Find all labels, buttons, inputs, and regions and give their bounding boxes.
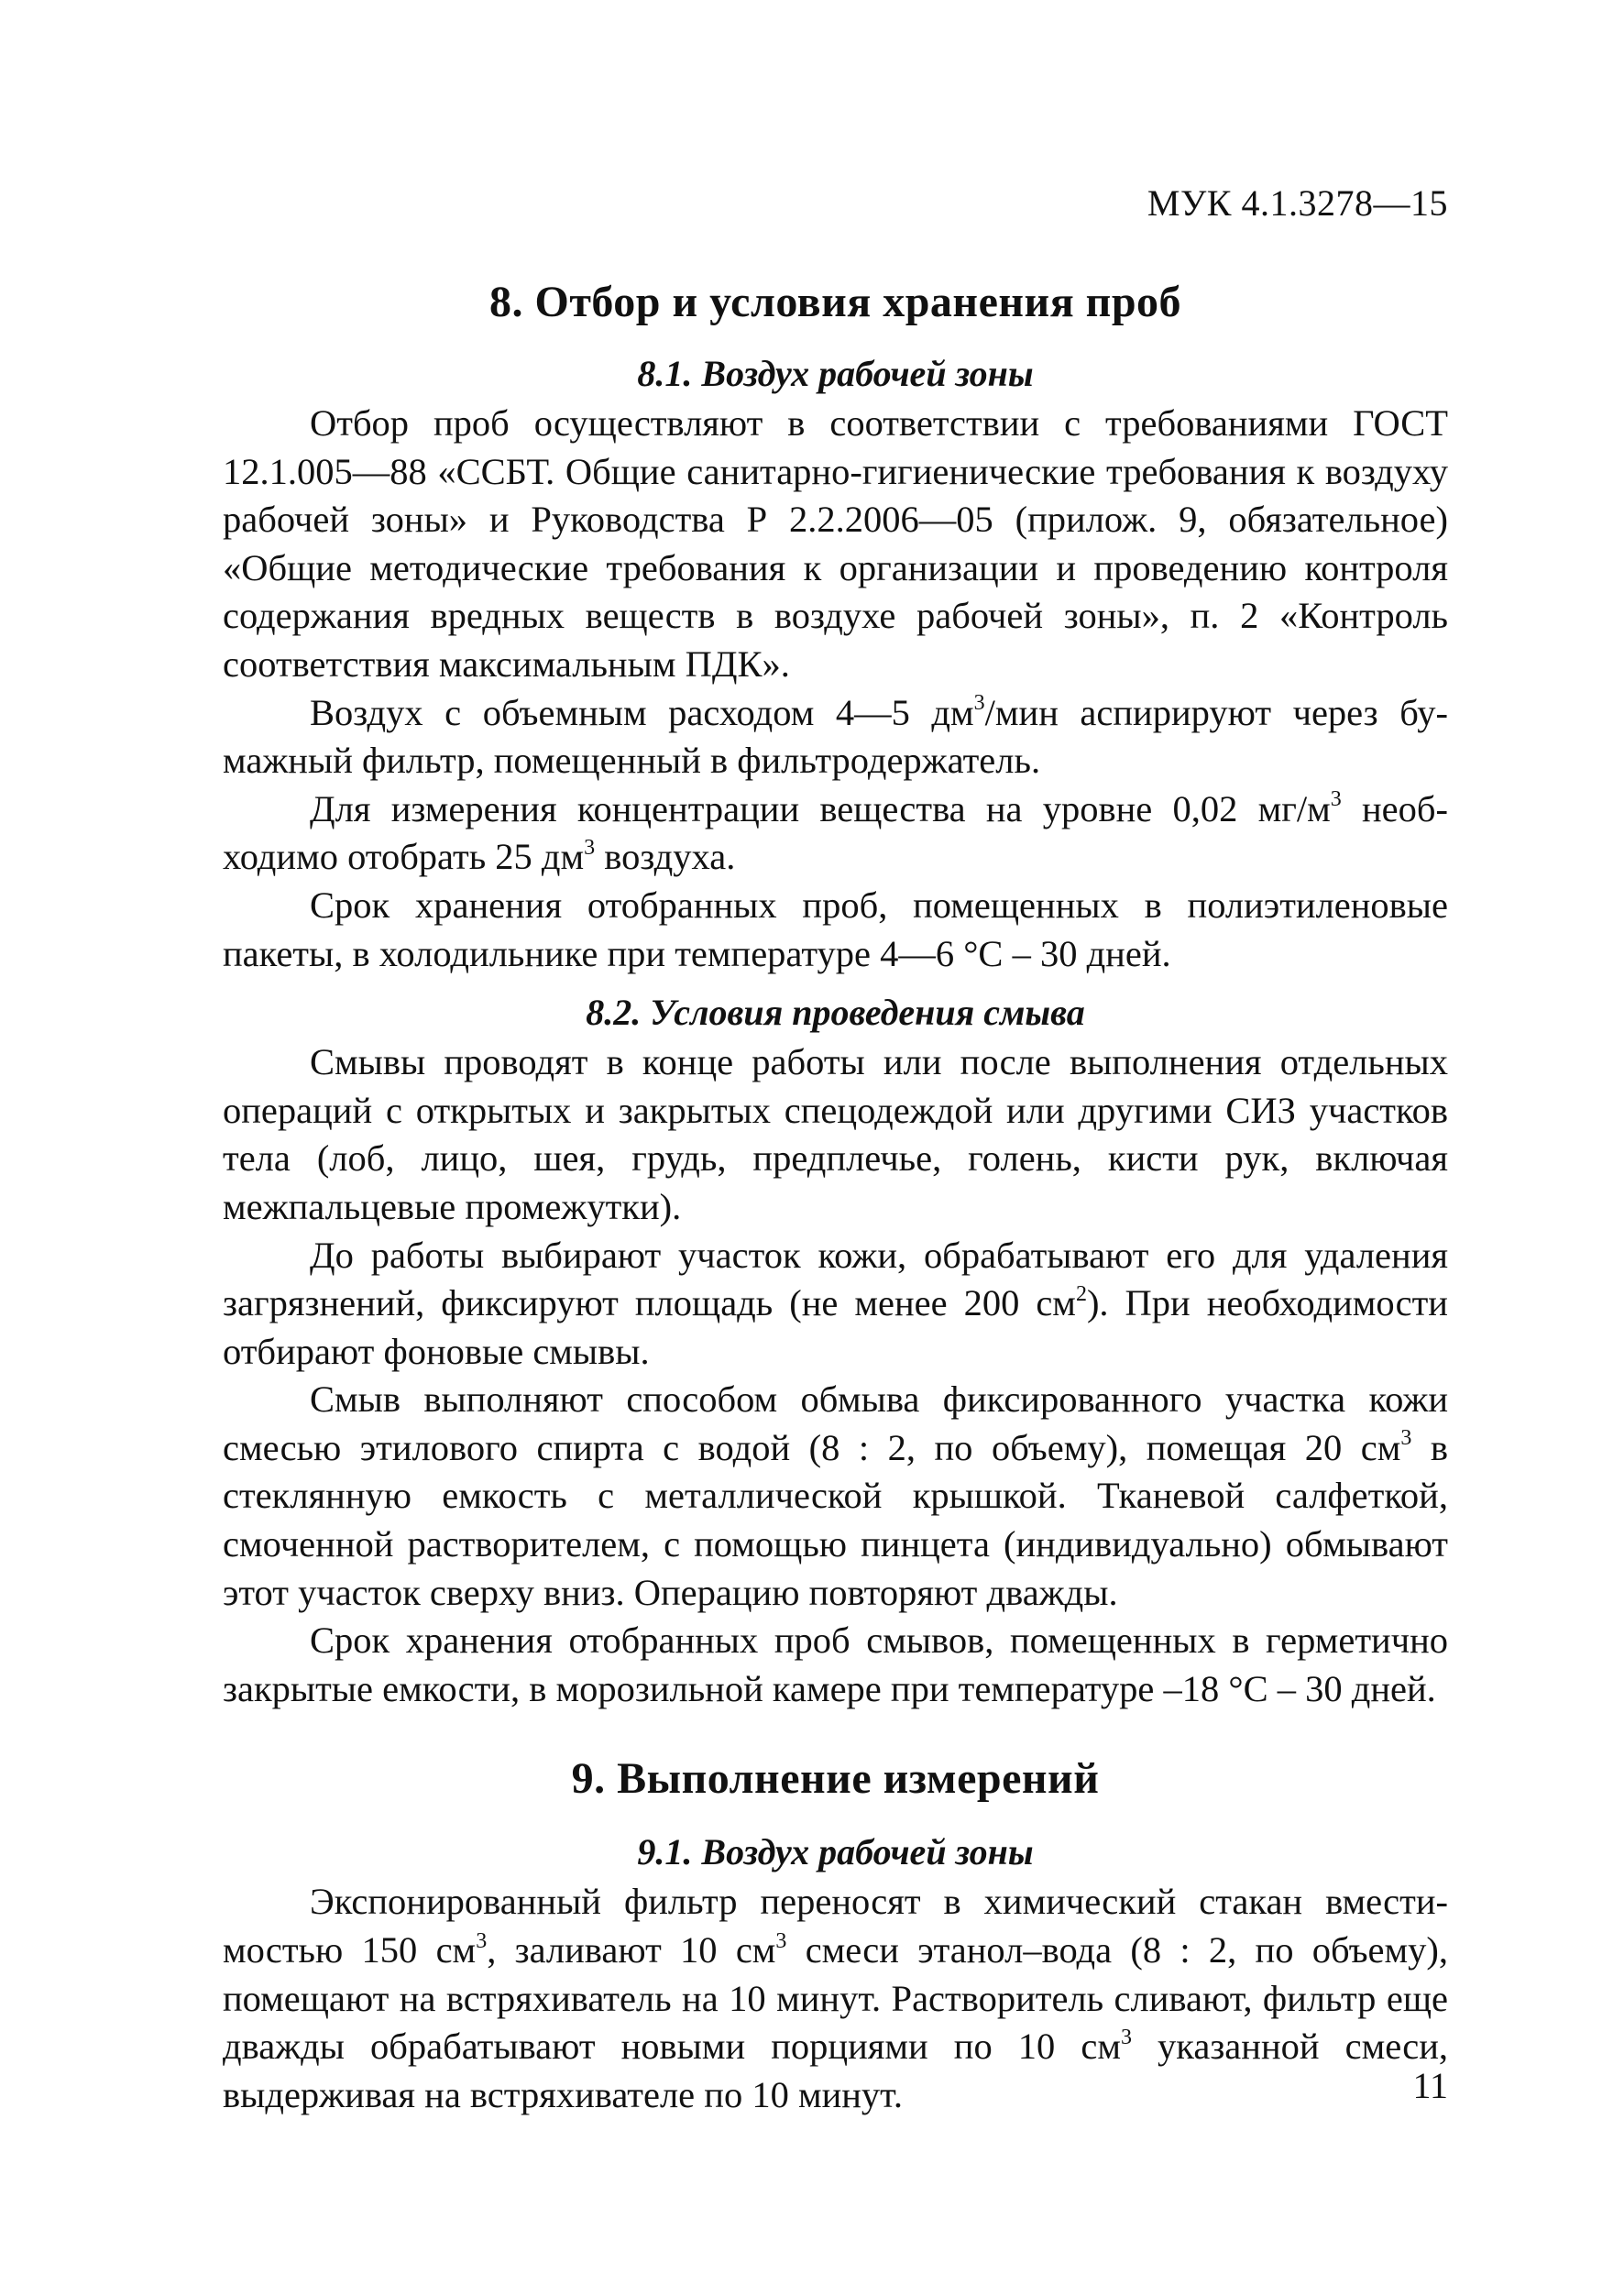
paragraph-8-1-1: Отбор проб осуществляют в соответствии с требованиями ГОСТ 12.1.005—88 «ССБТ. Общие санитарно-гигиенические требования к воздуху рабочей зоны» и Руководства Р 2.2.2006—05 (прилож. 9, обязательное) «Общие методические требования к организации и проведению контроля содержания вредных веществ в воздухе рабочей зоны», п. 2 «Контроль соответствия максимальным ПДК».: [223, 402, 1448, 685]
paragraph-8-1-3: Для измерения концентрации вещества на уровне 0,02 $мг/м^3$ необходимо отобрать 25 $дм^3$ воздуха.: [223, 787, 1448, 878]
paragraph-8-1-2: Воздух с объемным расходом 4—5 $дм^3$/мин аспирируют через бумажный фильтр, помещенный в фильтродержатель.: [223, 691, 1449, 782]
paragraph-8-1-4: Срок хранения отобранных проб, помещенных в полиэтиленовые пакеты, в холодильнике при температуре 4—6 °С – 30 дней.: [223, 884, 1448, 974]
subsection-8-2-heading: 8.2. Условия проведения смыва: [586, 992, 1085, 1034]
page-number: 11: [1412, 2065, 1448, 2106]
page-content: [223, 264, 1448, 2119]
paragraph-8-2-2: До работы выбирают участок кожи, обрабатывают его для удаления загрязнений, фиксируют площадь (не менее 200 $см^2$). При необходимости отбирают фоновые смывы.: [223, 1234, 1448, 1372]
subsection-8-1-heading: 8.1. Воздух рабочей зоны: [637, 353, 1034, 394]
section-8-heading: 8. Отбор и условия хранения проб: [488, 278, 1182, 326]
document-code: МУК 4.1.3278—15: [1147, 182, 1448, 224]
subsection-9-1-heading: 9.1. Воздух рабочей зоны: [637, 1831, 1034, 1873]
paragraph-9-1-1: Экспонированный фильтр переносят в химический стакан вместимостью 150 $см^3$, заливают 10 $см^3$ смеси этанол–вода (8 : 2, по объему), помещают на встряхиватель на 10 минут. Растворитель сливают, фильтр еще дважды обрабатывают новыми порциями по 10 $см^3$ указанной смеси, выдерживая на встряхивателе по 10 минут.: [223, 1881, 1448, 2115]
paragraph-8-2-4: Срок хранения отобранных проб смывов, помещенных в герметично закрытые емкости, в морозильной камере при температуре –18 °С – 30 дней.: [223, 1620, 1448, 1709]
section-9-heading: 9. Выполнение измерений: [571, 1754, 1100, 1804]
paragraph-8-2-3: Смыв выполняют способом обмыва фиксированного участка кожи смесью этилового спирта с водой (8 : 2, по объему), помещая 20 $см^3$ в стеклянную емкость с металлической крышкой. Тканевой салфеткой, смоченной растворителем, с помощью пинцета (индивидуально) обмывают этот участок сверху вниз. Операцию повторяют дважды.: [223, 1378, 1449, 1613]
paragraph-8-2-1: Смывы проводят в конце работы или после выполнения отдельных операций с открытых и закрытых спецодеждой или другими СИЗ участков тела (лоб, лицо, шея, грудь, предплечье, голень, кисти рук, включая межпальцевые промежутки).: [223, 1041, 1448, 1227]
